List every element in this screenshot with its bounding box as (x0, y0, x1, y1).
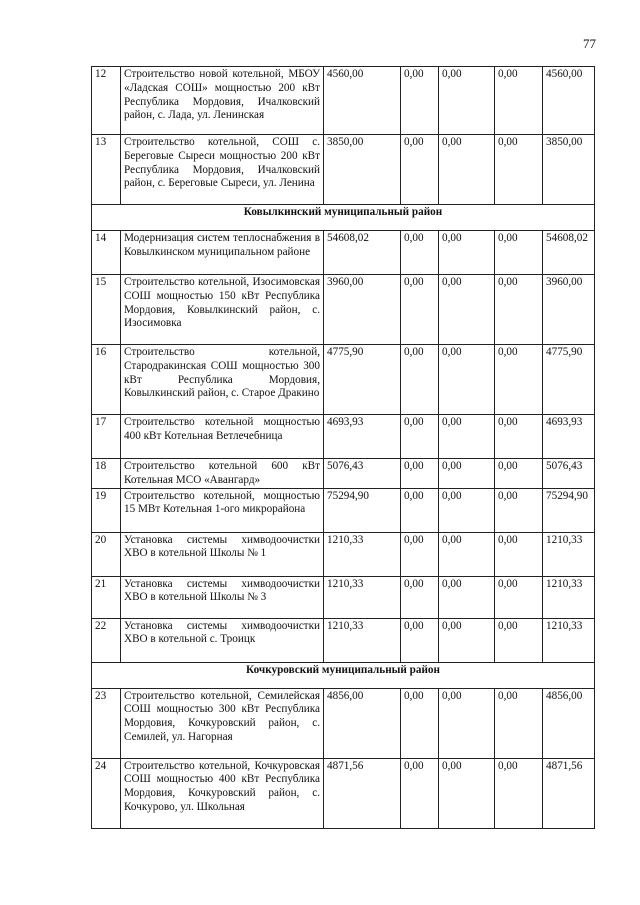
row-value-other: 4856,00 (543, 688, 595, 758)
row-value-other: 1210,33 (543, 532, 595, 576)
row-value-federal: 0,00 (401, 415, 439, 459)
row-value-local: 0,00 (495, 135, 543, 205)
row-value-local: 0,00 (495, 576, 543, 618)
row-value-local: 0,00 (495, 488, 543, 532)
row-number: 17 (92, 415, 121, 459)
row-value-total: 54608,02 (324, 231, 401, 275)
row-value-federal: 0,00 (401, 135, 439, 205)
row-value-total: 4856,00 (324, 688, 401, 758)
row-value-regional: 0,00 (439, 231, 495, 275)
row-description: Модернизация систем теплоснабжения в Ковылкинском муниципальном районе (121, 231, 324, 275)
row-description: Строительство котельной, СОШ с. Береговые Сыреси мощностью 200 кВт Республика Мордовия, Ичалковский район, с. Береговые Сыреси, ул. Ленина (121, 135, 324, 205)
section-title: Кочкуровский муниципальный район (92, 662, 595, 688)
row-number: 24 (92, 758, 121, 828)
row-value-local: 0,00 (495, 459, 543, 489)
row-number: 18 (92, 459, 121, 489)
row-value-federal: 0,00 (401, 488, 439, 532)
row-value-other: 1210,33 (543, 618, 595, 662)
row-value-local: 0,00 (495, 67, 543, 135)
table-row (92, 688, 595, 758)
table-row (92, 231, 595, 275)
table-row (92, 459, 595, 489)
row-number: 23 (92, 688, 121, 758)
row-description: Строительство котельной, Стародракинская СОШ мощностью 300 кВт Республика Мордовия, Ковылкинский район, с. Старое Дракино (121, 345, 324, 415)
row-value-federal: 0,00 (401, 275, 439, 345)
row-value-total: 1210,33 (324, 576, 401, 618)
row-description: Строительство новой котельной, МБОУ «Ладская СОШ» мощностью 200 кВт Республика Мордовия, Ичалковский район, с. Лада, ул. Ленинская (121, 67, 324, 135)
row-value-total: 3850,00 (324, 135, 401, 205)
row-number: 15 (92, 275, 121, 345)
table-row (92, 488, 595, 532)
row-description: Строительство котельной, Семилейская СОШ мощностью 300 кВт Республика Мордовия, Кочкуровский район, с. Семилей, ул. Нагорная (121, 688, 324, 758)
row-description: Строительство котельной, мощностью 15 МВт Котельная 1-ого микрорайона (121, 488, 324, 532)
section-header-row (92, 662, 595, 688)
table-row (92, 576, 595, 618)
page-number: 77 (583, 36, 596, 51)
row-number: 22 (92, 618, 121, 662)
row-number: 12 (92, 67, 121, 135)
row-description: Строительство котельной 600 кВт Котельная МСО «Авангард» (121, 459, 324, 489)
row-value-regional: 0,00 (439, 618, 495, 662)
row-value-regional: 0,00 (439, 488, 495, 532)
row-value-regional: 0,00 (439, 576, 495, 618)
row-value-regional: 0,00 (439, 415, 495, 459)
table-row (92, 275, 595, 345)
table-row (92, 345, 595, 415)
table-body (92, 67, 595, 829)
row-value-federal: 0,00 (401, 532, 439, 576)
row-value-total: 4560,00 (324, 67, 401, 135)
row-value-regional: 0,00 (439, 275, 495, 345)
row-number: 13 (92, 135, 121, 205)
row-value-total: 3960,00 (324, 275, 401, 345)
row-value-other: 4693,93 (543, 415, 595, 459)
row-value-regional: 0,00 (439, 345, 495, 415)
row-value-other: 54608,02 (543, 231, 595, 275)
row-value-local: 0,00 (495, 415, 543, 459)
section-header-row (92, 205, 595, 231)
row-value-total: 4775,90 (324, 345, 401, 415)
row-value-regional: 0,00 (439, 135, 495, 205)
row-value-regional: 0,00 (439, 532, 495, 576)
row-value-regional: 0,00 (439, 688, 495, 758)
row-value-other: 4871,56 (543, 758, 595, 828)
table-row (92, 415, 595, 459)
row-value-federal: 0,00 (401, 758, 439, 828)
table-row (92, 532, 595, 576)
row-value-other: 4775,90 (543, 345, 595, 415)
row-number: 20 (92, 532, 121, 576)
row-value-local: 0,00 (495, 345, 543, 415)
row-value-federal: 0,00 (401, 231, 439, 275)
row-value-other: 1210,33 (543, 576, 595, 618)
row-value-local: 0,00 (495, 688, 543, 758)
table-row (92, 618, 595, 662)
table-row (92, 758, 595, 828)
row-value-federal: 0,00 (401, 688, 439, 758)
row-value-federal: 0,00 (401, 67, 439, 135)
table-row (92, 135, 595, 205)
program-table (91, 66, 595, 829)
row-value-other: 3960,00 (543, 275, 595, 345)
row-value-total: 4871,56 (324, 758, 401, 828)
row-value-total: 1210,33 (324, 532, 401, 576)
row-value-total: 4693,93 (324, 415, 401, 459)
table-row (92, 67, 595, 135)
row-value-local: 0,00 (495, 618, 543, 662)
row-description: Строительство котельной, Изосимовская СОШ мощностью 150 кВт Республика Мордовия, Ковылкинский район, с. Изосимовка (121, 275, 324, 345)
row-value-other: 3850,00 (543, 135, 595, 205)
row-value-total: 1210,33 (324, 618, 401, 662)
row-value-local: 0,00 (495, 231, 543, 275)
row-number: 19 (92, 488, 121, 532)
row-value-other: 75294,90 (543, 488, 595, 532)
row-value-federal: 0,00 (401, 345, 439, 415)
row-description: Установка системы химводоочистки ХВО в котельной Школы № 3 (121, 576, 324, 618)
row-value-federal: 0,00 (401, 618, 439, 662)
row-value-federal: 0,00 (401, 459, 439, 489)
row-value-federal: 0,00 (401, 576, 439, 618)
row-value-total: 75294,90 (324, 488, 401, 532)
row-number: 21 (92, 576, 121, 618)
row-value-local: 0,00 (495, 275, 543, 345)
row-value-other: 5076,43 (543, 459, 595, 489)
row-description: Установка системы химводоочистки ХВО в котельной с. Троицк (121, 618, 324, 662)
row-number: 14 (92, 231, 121, 275)
row-description: Строительство котельной, Кочкуровская СОШ мощностью 400 кВт Республика Мордовия, Кочкуровский район, с. Кочкурово, ул. Школьная (121, 758, 324, 828)
row-value-regional: 0,00 (439, 758, 495, 828)
row-value-other: 4560,00 (543, 67, 595, 135)
row-value-local: 0,00 (495, 532, 543, 576)
row-value-regional: 0,00 (439, 67, 495, 135)
row-value-local: 0,00 (495, 758, 543, 828)
row-description: Строительство котельной мощностью 400 кВт Котельная Ветлечебница (121, 415, 324, 459)
section-title: Ковылкинский муниципальный район (92, 205, 595, 231)
row-number: 16 (92, 345, 121, 415)
row-description: Установка системы химводоочистки ХВО в котельной Школы № 1 (121, 532, 324, 576)
row-value-regional: 0,00 (439, 459, 495, 489)
row-value-total: 5076,43 (324, 459, 401, 489)
